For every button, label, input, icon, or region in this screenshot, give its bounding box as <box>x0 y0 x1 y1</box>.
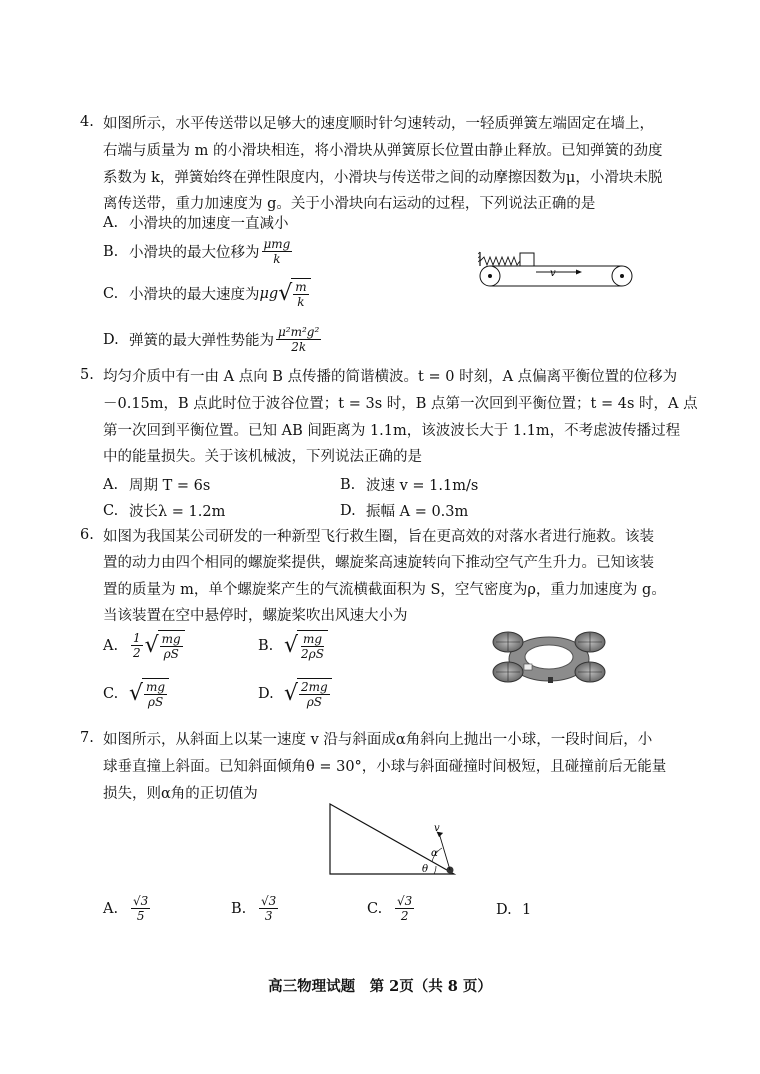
q5-option-a: A. 周期 T = 6s <box>103 476 211 494</box>
q6-stem-line: 如图为我国某公司研发的一种新型飞行救生圈，旨在更高效的对落水者进行施救。该装 <box>103 529 654 545</box>
q7-stem-line: 如图所示，从斜面上以某一速度 v 沿与斜面成α角斜向上抛出一小球，一段时间后，小 <box>103 732 653 748</box>
q7-stem-line: 损失，则α角的正切值为 <box>103 786 258 802</box>
spring <box>480 257 520 265</box>
q6-stem-line: 置的质量为 m，单个螺旋桨产生的气流横截面积为 S，空气密度为ρ，重力加速度为 g。 <box>103 582 666 598</box>
q7-number: 7. <box>80 730 94 746</box>
q5-number: 5. <box>80 367 94 383</box>
q4-stem-line: 如图所示，水平传送带以足够大的速度顺时针匀速转动，一轻质弹簧左端固定在墙上， <box>103 116 654 132</box>
q4-conveyor-figure <box>478 244 638 288</box>
q4-option-c: C. 小滑块的最大速度为 μg √ $\frac{m}{k}$ <box>103 278 311 309</box>
q5-stem-line: 均匀介质中有一由 A 点向 B 点传播的简谐横波。t = 0 时刻，A 点偏离平衡位置的位移为 <box>103 369 678 385</box>
q5-option-d: D. 振幅 A = 0.3m <box>340 502 469 520</box>
q4-option-a: A. 小滑块的加速度一直减小 <box>103 214 289 232</box>
q7-option-c: C. $\frac{√3}{2}$ <box>367 894 413 923</box>
svg-text:θ: θ <box>422 864 429 875</box>
q4-stem-line: 右端与质量为 m 的小滑块相连，将小滑块从弹簧原长位置由静止释放。已知弹簧的劲度 <box>103 143 663 159</box>
q4-stem-line: 系数为 k，弹簧始终在弹性限度内，小滑块与传送带之间的动摩擦因数为μ，小滑块未脱 <box>103 170 663 186</box>
svg-text:α: α <box>431 848 438 859</box>
q5-stem-line: 中的能量损失。关于该机械波，下列说法正确的是 <box>103 449 422 465</box>
svg-text:v: v <box>550 268 556 279</box>
q4-stem-line: 离传送带，重力加速度为 g。关于小滑块向右运动的过程，下列说法正确的是 <box>103 196 596 212</box>
q6-number: 6. <box>80 527 94 543</box>
svg-text:v: v <box>434 823 440 834</box>
q5-stem-line: 第一次回到平衡位置。已知 AB 间距离为 1.1m，该波波长大于 1.1m，不考虑波传播过程 <box>103 423 681 439</box>
q5-option-c: C. 波长λ = 1.2m <box>103 502 226 520</box>
q4-number: 4. <box>80 114 94 130</box>
fraction: $\frac{\text{μ²m²g²}}{2k}$ <box>278 325 320 354</box>
page-footer: 高三物理试题 第 2页（共 8 页） <box>268 978 492 995</box>
q7-option-a: A. $\frac{√3}{5}$ <box>103 894 149 923</box>
q6-option-d: D. √ $\frac{2mg}{\rho S}$ <box>258 678 332 709</box>
q6-stem-line: 当该装置在空中悬停时，螺旋桨吹出风速大小为 <box>103 608 408 624</box>
q4-option-d: D. 弹簧的最大弹性势能为 $\frac{\text{μ²m²g²}}{2k}$ <box>103 325 320 354</box>
q7-incline-figure <box>326 800 466 880</box>
q5-option-b: B. 波速 v = 1.1m/s <box>340 476 479 494</box>
q6-option-c: C. √ $\frac{mg}{\rho S}$ <box>103 678 169 709</box>
q6-drone-image <box>490 622 608 692</box>
incline <box>330 804 454 874</box>
q4-option-b: B. 小滑块的最大位移为 $\frac{\text{μmg}}{k}$ <box>103 237 291 266</box>
q7-stem-line: 球垂直撞上斜面。已知斜面倾角θ = 30°，小球与斜面碰撞时间极短，且碰撞前后无能量 <box>103 759 667 775</box>
q5-stem-line: －0.15m，B 点此时位于波谷位置；t = 3s 时，B 点第一次回到平衡位置；t = 4s 时，A 点 <box>103 396 698 412</box>
square-root: √ $\frac{m}{k}$ <box>278 278 310 309</box>
q7-option-b: B. $\frac{√3}{3}$ <box>231 894 277 923</box>
q6-stem-line: 置的动力由四个相同的螺旋桨提供，螺旋桨高速旋转向下推动空气产生升力。已知该装 <box>103 555 654 571</box>
q6-option-b: B. √ $\frac{mg}{2\rho S}$ <box>258 630 328 661</box>
q6-option-a: A. $\frac{1}{2}$ √ $\frac{mg}{\rho S}$ <box>103 630 185 661</box>
slider-block <box>520 253 534 266</box>
fraction: $\frac{\text{μmg}}{k}$ <box>263 237 291 266</box>
q7-option-d: D. 1 <box>496 902 532 918</box>
